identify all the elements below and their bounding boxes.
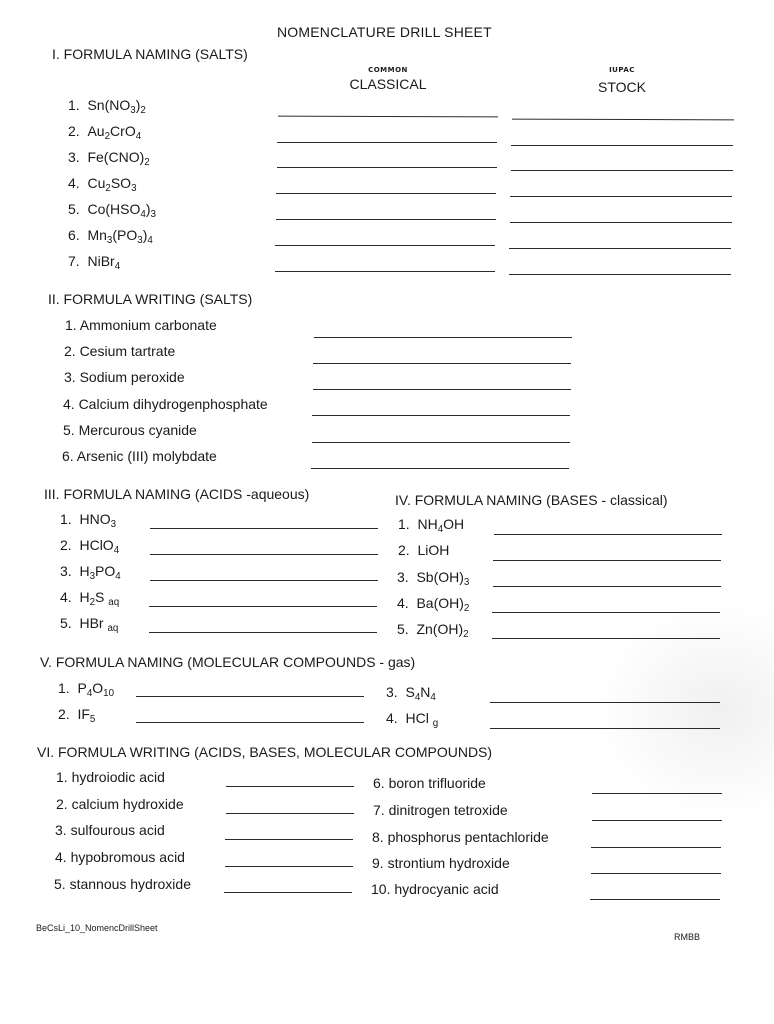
list-item: 5. HBr $_{aq}$ (60, 615, 119, 634)
answer-line[interactable] (312, 442, 570, 443)
answer-line[interactable] (511, 145, 733, 146)
list-item: 2. LiOH (398, 542, 450, 558)
list-item: 10. hydrocyanic acid (371, 881, 499, 897)
answer-line[interactable] (150, 528, 378, 529)
answer-line[interactable] (150, 580, 378, 581)
answer-line[interactable] (278, 116, 498, 118)
list-item: 5. $Zn(OH)_2$ (397, 621, 469, 640)
list-item: 4. $H_2S$ $_{aq}$ (60, 589, 120, 608)
page-title: NOMENCLATURE DRILL SHEET (277, 24, 492, 40)
footer-filename: BeCsLi_10_NomencDrillSheet (36, 923, 158, 933)
answer-line[interactable] (510, 196, 732, 197)
answer-line[interactable] (592, 793, 722, 794)
answer-line[interactable] (225, 866, 353, 867)
answer-line[interactable] (311, 468, 569, 469)
answer-line[interactable] (225, 839, 353, 840)
answer-line[interactable] (276, 193, 496, 194)
answer-line[interactable] (150, 554, 378, 555)
list-item: 3. sulfourous acid (55, 822, 165, 838)
answer-line[interactable] (494, 534, 722, 535)
answer-line[interactable] (277, 142, 497, 143)
list-item: 8. phosphorus pentachloride (372, 829, 549, 845)
answer-line[interactable] (511, 170, 733, 171)
section-5-heading: V. FORMULA NAMING (MOLECULAR COMPOUNDS - gas) (40, 654, 416, 670)
list-item: 2. Cesium tartrate (64, 343, 176, 359)
list-item: 3. $H_3PO_4$ (60, 563, 121, 582)
answer-line[interactable] (591, 847, 721, 848)
answer-line[interactable] (314, 337, 572, 338)
list-item: 6. boron trifluoride (373, 775, 486, 791)
answer-line[interactable] (275, 245, 495, 246)
answer-line[interactable] (224, 892, 352, 893)
section-3-heading: III. FORMULA NAMING (ACIDS -aqueous) (44, 486, 310, 502)
list-item: 1. $Sn(NO_3)_2$ (68, 97, 146, 116)
list-item: 4. hypobromous acid (55, 849, 185, 865)
list-item: 4. Calcium dihydrogenphosphate (63, 396, 268, 412)
answer-line[interactable] (313, 389, 571, 390)
section-1-heading: I. FORMULA NAMING (SALTS) (52, 46, 248, 62)
answer-line[interactable] (591, 873, 721, 874)
list-item: 5. $Co(HSO_4)_3$ (68, 201, 156, 220)
col1-note: COMMON (368, 66, 408, 74)
answer-line[interactable] (509, 248, 731, 249)
answer-line[interactable] (276, 219, 496, 220)
list-item: 6. $Mn_3(PO_3)_4$ (68, 227, 153, 246)
list-item: 3. $S_4N_4$ (386, 684, 436, 703)
answer-line[interactable] (493, 560, 721, 561)
answer-line[interactable] (510, 222, 732, 223)
answer-line[interactable] (226, 813, 354, 814)
list-item: 1. hydroiodic acid (56, 769, 165, 785)
answer-line[interactable] (509, 274, 731, 275)
list-item: 7. dinitrogen tetroxide (373, 802, 508, 818)
list-item: 5. stannous hydroxide (54, 876, 191, 892)
col2-note: IUPAC (609, 66, 635, 74)
col2-heading: STOCK (598, 79, 646, 95)
answer-line[interactable] (492, 638, 720, 639)
list-item: 6. Arsenic (III) molybdate (62, 448, 217, 464)
answer-line[interactable] (313, 363, 571, 364)
list-item: 9. strontium hydroxide (372, 855, 510, 871)
list-item: 4. HCl $_g$ (386, 710, 439, 729)
list-item: 2. calcium hydroxide (56, 796, 184, 812)
list-item: 5. Mercurous cyanide (63, 422, 197, 438)
list-item: 7. NiBr$_4$ (68, 253, 121, 272)
list-item: 1. $HNO_3$ (60, 511, 117, 530)
answer-line[interactable] (592, 820, 722, 821)
answer-line[interactable] (149, 632, 377, 633)
answer-line[interactable] (490, 728, 720, 729)
footer-initials: RMBB (674, 932, 701, 942)
answer-line[interactable] (149, 606, 377, 607)
answer-line[interactable] (493, 586, 721, 587)
answer-line[interactable] (277, 167, 497, 168)
scan-shadow (594, 600, 774, 820)
col1-heading: CLASSICAL (349, 76, 427, 92)
list-item: 3. $Fe(CNO)_2$ (68, 149, 150, 168)
list-item: 4. $Cu_2SO_3$ (68, 175, 137, 194)
list-item: 4. $Ba(OH)_2$ (397, 595, 470, 614)
list-item: 3. Sodium peroxide (64, 369, 185, 385)
answer-line[interactable] (490, 702, 720, 703)
answer-line[interactable] (136, 696, 364, 697)
section-2-heading: II. FORMULA WRITING (SALTS) (48, 291, 253, 307)
list-item: 2. HClO$_4$ (60, 537, 120, 556)
list-item: 2. $IF_5$ (58, 706, 96, 725)
section-4-heading: IV. FORMULA NAMING (BASES - classical) (395, 492, 668, 508)
list-item: 1. $P_4O_{10}$ (58, 680, 115, 699)
answer-line[interactable] (590, 899, 720, 900)
answer-line[interactable] (275, 271, 495, 272)
list-item: 3. $Sb(OH)_3$ (397, 569, 470, 588)
section-6-heading: VI. FORMULA WRITING (ACIDS, BASES, MOLECULAR COMPOUNDS) (37, 744, 493, 760)
answer-line[interactable] (136, 722, 364, 723)
list-item: 1. Ammonium carbonate (65, 317, 217, 333)
list-item: 2. $Au_2CrO_4$ (68, 123, 142, 142)
answer-line[interactable] (312, 415, 570, 416)
answer-line[interactable] (226, 786, 354, 787)
answer-line[interactable] (492, 612, 720, 613)
answer-line[interactable] (512, 119, 734, 121)
list-item: 1. $NH_4OH$ (398, 516, 465, 535)
